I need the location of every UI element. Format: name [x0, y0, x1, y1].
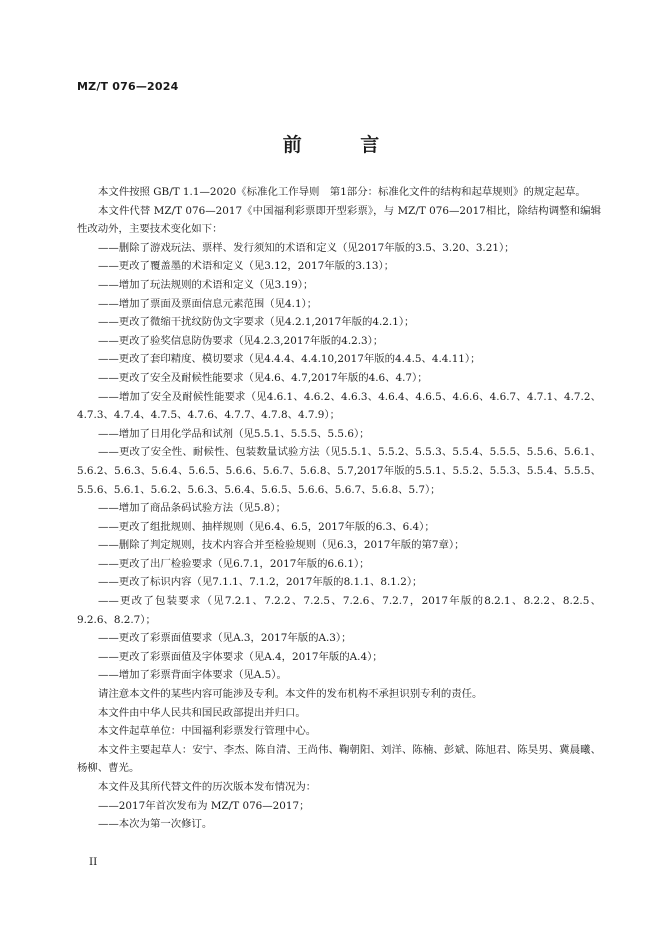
change-item: ——更改了安全及耐候性能要求（见4.6、4.7,2017年版的4.6、4.7）； [98, 371, 428, 384]
change-item: ——更改了彩票面值及字体要求（见A.4，2017年版的A.4）； [98, 650, 383, 663]
change-item: ——更改了标识内容（见7.1.1、7.1.2，2017年版的8.1.1、8.1.2）； [98, 576, 423, 589]
change-item: ——更改了覆盖墨的术语和定义（见3.12，2017年版的3.13）； [98, 260, 395, 273]
change-item: ——更改了包装要求（见7.2.1、7.2.2、7.2.5、7.2.6、7.2.7，2017年版的8.2.1、8.2.2、8.2.5、9.2.6、8.2.7）； [77, 595, 601, 626]
paragraph-proposer: 本文件由中华人民共和国民政部提出并归口。 [98, 706, 306, 719]
change-item: ——增加了彩票背面字体要求（见A.5）。 [98, 669, 287, 682]
change-item: ——增加了玩法规则的术语和定义（见3.19）； [98, 278, 314, 291]
page-title: 前 言 [282, 134, 406, 156]
change-item: ——增加了日用化学品和试剂（见5.5.1、5.5.5、5.5.6）； [98, 427, 370, 440]
document-body [77, 183, 601, 834]
paragraph-drafting-rules: 本文件按照 GB/T 1.1—2020《标准化工作导则 第1部分：标准化文件的结构和起草规则》的规定起草。 [98, 186, 586, 198]
page-number: II [89, 856, 98, 868]
paragraph-patent-notice: 请注意本文件的某些内容可能涉及专利。本文件的发布机构不承担识别专利的责任。 [98, 688, 483, 701]
change-item: ——更改了彩票面值要求（见A.3，2017年版的A.3）； [98, 632, 352, 645]
change-item: ——增加了安全及耐候性能要求（见4.6.1、4.6.2、4.6.3、4.6.4、4.6.5、4.6.6、4.6.7、4.7.1、4.7.2、4.7.3、4.7.4、4.7.5、4.7.6、4.7.7、4.7.8、4.7.9）； [77, 390, 601, 422]
change-item: ——更改了安全性、耐候性、包装数量试验方法（见5.5.1、5.5.2、5.5.3、5.5.4、5.5.5、5.5.6、5.6.1、5.6.2、5.6.3、5.6.4、5.6.5、5.6.6、5.6.7、5.6.8、5.7,2017年版的5.5.1、5.5.2、5.5.3、5.5.4、5.5.5、5.5.6、5.6.1、5.6.2、5.6.3、5.6.4、5.6.5、5.6.6、5.6.7、5.6.8、5.7）； [77, 446, 601, 496]
paragraph-drafters: 本文件主要起草人：安宁、李杰、陈自清、王尚伟、鞠朝阳、刘洋、陈楠、彭斌、陈旭君、陈昊男、冀晨曦、杨柳、曹光。 [77, 743, 601, 775]
change-item: ——更改了出厂检验要求（见6.7.1，2017年版的6.6.1）； [98, 557, 370, 570]
history-item: ——本次为第一次修订。 [98, 818, 213, 831]
change-item: ——删除了游戏玩法、票样、发行须知的术语和定义（见2017年版的3.5、3.20、3.21）； [98, 241, 515, 254]
change-item: ——增加了商品条码试验方法（见5.8）； [98, 502, 286, 515]
standard-code: MZ/T 076—2024 [77, 80, 179, 93]
history-item: ——2017年首次发布为 MZ/T 076—2017； [98, 799, 310, 812]
change-item: ——更改了验奖信息防伪要求（见4.2.3,2017年版的4.2.3）； [98, 334, 384, 347]
paragraph-replaces: 本文件代替 MZ/T 076—2017《中国福利彩票即开型彩票》，与 MZ/T 076—2017相比，除结构调整和编辑性改动外，主要技术变化如下： [77, 204, 601, 236]
change-item: ——更改了微缩干扰纹防伪文字要求（见4.2.1,2017年版的4.2.1）； [98, 316, 415, 329]
paragraph-drafting-unit: 本文件起草单位：中国福利彩票发行管理中心。 [98, 725, 317, 738]
change-item: ——增加了票面及票面信息元素范围（见4.1）； [98, 297, 318, 310]
change-item: ——更改了组批规则、抽样规则（见6.4、6.5，2017年版的6.3、6.4）； [98, 520, 435, 533]
change-item: ——删除了判定规则，技术内容合并至检验规则（见6.3，2017年版的第7章）； [98, 539, 465, 552]
change-item: ——更改了套印精度、模切要求（见4.4.4、4.4.10,2017年版的4.4.5、4.4.11）； [98, 353, 481, 366]
paragraph-history-intro: 本文件及其所代替文件的历次版本发布情况为： [98, 781, 317, 793]
